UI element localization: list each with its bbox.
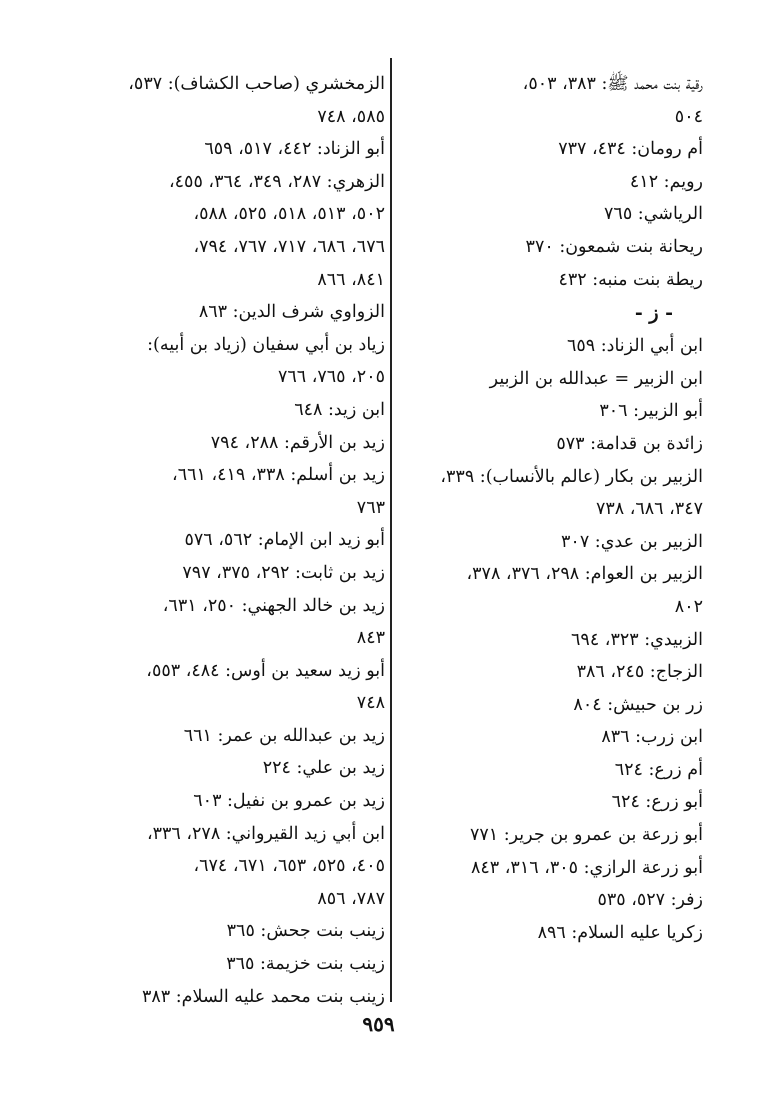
index-entry: ريحانة بنت شمعون: ٣٧٠ — [525, 236, 703, 257]
index-entry: الزبير بن بكار (عالم بالأنساب): ٣٣٩، — [440, 466, 703, 487]
index-entry: زينب بنت خزيمة: ٣٦٥ — [226, 954, 385, 975]
index-entry: زيد بن عمرو بن نفيل: ٦٠٣ — [193, 791, 385, 812]
index-entry: ٧٤٨ — [356, 693, 385, 714]
index-entry: الرياشي: ٧٦٥ — [604, 204, 703, 225]
index-entry: ابن زرب: ٨٣٦ — [601, 727, 703, 748]
index-entry: ٤٠٥، ٥٢٥، ٦٥٣، ٦٧١، ٦٧٤، — [193, 856, 385, 877]
index-entry: الزمخشري (صاحب الكشاف): ٥٣٧، — [128, 74, 385, 94]
column-divider — [390, 58, 392, 1002]
page-number: ٩٥٩ — [362, 1012, 395, 1036]
index-entry: ابن أبي الزناد: ٦٥٩ — [566, 336, 703, 357]
index-entry: ابن زيد: ٦٤٨ — [294, 399, 385, 420]
index-entry: ابن أبي زيد القيرواني: ٢٧٨، ٣٣٦، — [146, 823, 385, 844]
index-entry: أبو الزبير: ٣٠٦ — [599, 401, 703, 422]
index-entry: زر بن حبيش: ٨٠٤ — [573, 694, 703, 715]
section-letter: - ز - — [634, 302, 673, 325]
index-entry: أبو زرعة الرازي: ٣٠٥، ٣١٦، ٨٤٣ — [471, 857, 703, 878]
index-entry: رقية بنت محمد ﷺ: ٣٨٣، ٥٠٣، — [522, 74, 703, 94]
index-entry: ٥٠٢، ٥١٣، ٥١٨، ٥٢٥، ٥٨٨، — [193, 204, 385, 225]
index-entry: ابن الزبير = عبدالله بن الزبير — [489, 368, 703, 389]
index-entry: أبو الزناد: ٤٤٢، ٥١٧، ٦٥٩ — [204, 139, 385, 160]
index-entry: الزبير بن العوام: ٢٩٨، ٣٧٦، ٣٧٨، — [466, 564, 703, 585]
index-entry: زفر: ٥٢٧، ٥٣٥ — [597, 890, 703, 911]
index-entry: أبو زرعة بن عمرو بن جرير: ٧٧١ — [469, 825, 703, 846]
index-entry: زيد بن علي: ٢٢٤ — [262, 758, 385, 779]
index-entry: ٢٠٥، ٧٦٥، ٧٦٦ — [277, 367, 385, 388]
index-entry: رويم: ٤١٢ — [629, 171, 703, 192]
index-entry: ٧٨٧، ٨٥٦ — [317, 888, 385, 909]
left-column — [80, 68, 385, 1013]
index-entry: ٧٦٣ — [356, 497, 385, 518]
index-entry: زائدة بن قدامة: ٥٧٣ — [556, 433, 703, 454]
index-entry: ٨٤١، ٨٦٦ — [317, 269, 385, 290]
index-entry: الزهري: ٢٨٧، ٣٤٩، ٣٦٤، ٤٥٥، — [168, 171, 385, 192]
index-entry: زيد بن عبدالله بن عمر: ٦٦١ — [183, 725, 385, 746]
index-entry: أبو زرع: ٦٢٤ — [611, 792, 703, 813]
index-entry: ٨٤٣ — [356, 628, 385, 649]
index-entry: زينب بنت محمد عليه السلام: ٣٨٣ — [142, 986, 385, 1007]
index-entry: الزواوي شرف الدين: ٨٦٣ — [198, 302, 385, 323]
index-entry: أبو زيد سعيد بن أوس: ٤٨٤، ٥٥٣، — [146, 660, 385, 681]
index-entry: ٥٨٥، ٧٤٨ — [317, 106, 385, 127]
index-entry: زكريا عليه السلام: ٨٩٦ — [537, 922, 703, 943]
index-entry: الزبير بن عدي: ٣٠٧ — [561, 531, 703, 552]
index-entry: أم زرع: ٦٢٤ — [614, 759, 703, 780]
index-entry: زيد بن ثابت: ٢٩٢، ٣٧٥، ٧٩٧ — [182, 562, 385, 583]
index-entry: أم رومان: ٤٣٤، ٧٣٧ — [558, 139, 703, 160]
index-entry: زياد بن أبي سفيان (زياد بن أبيه): — [147, 334, 385, 355]
index-entry: ريطة بنت منبه: ٤٣٢ — [558, 269, 703, 290]
index-entry: أبو زيد ابن الإمام: ٥٦٢، ٥٧٦ — [184, 530, 385, 551]
right-column — [373, 68, 703, 949]
index-entry: زيد بن الأرقم: ٢٨٨، ٧٩٤ — [210, 432, 385, 453]
index-entry: زيد بن أسلم: ٣٣٨، ٤١٩، ٦٦١، — [172, 465, 385, 486]
index-entry: ٨٠٢ — [674, 596, 703, 617]
index-entry: الزبيدي: ٣٢٣، ٦٩٤ — [571, 629, 703, 650]
index-entry: ٣٤٧، ٦٨٦، ٧٣٨ — [595, 499, 703, 520]
index-entry: الزجاج: ٢٤٥، ٣٨٦ — [576, 662, 703, 683]
index-entry: زينب بنت جحش: ٣٦٥ — [226, 921, 385, 942]
index-entry: زيد بن خالد الجهني: ٢٥٠، ٦٣١، — [162, 595, 385, 616]
index-entry: ٦٧٦، ٦٨٦، ٧١٧، ٧٦٧، ٧٩٤، — [193, 236, 385, 257]
index-entry: ٥٠٤ — [674, 106, 703, 127]
